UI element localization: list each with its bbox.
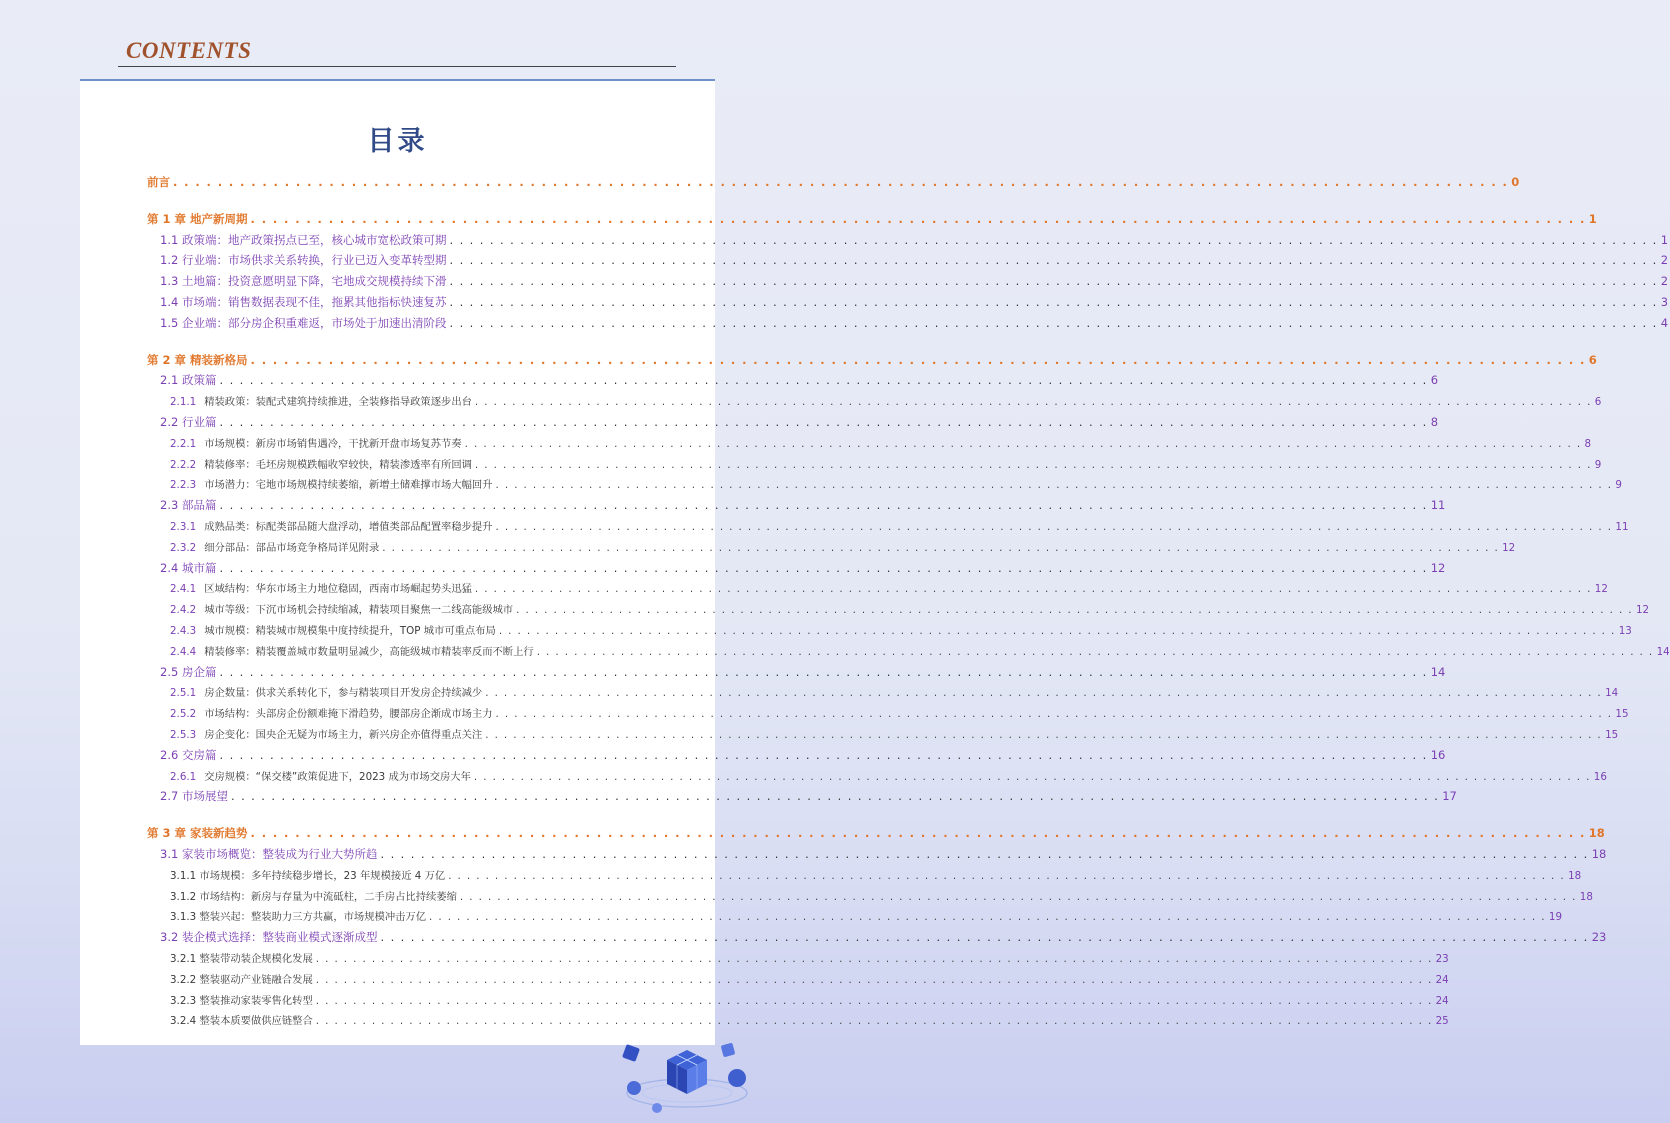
toc-entry-page: 11 [1430,498,1446,513]
dot-leader: . . . . . . . . . . . . . . . . . . . . . . . . . . . . . . . . . . . . . . . . . . . . . . . . . . . . . . . . . . . . . . . . . . . . . . . . . . . . . . . . . . . . . . . . . . . . . . . . . . . . . . . . . . . . . . . . . . . . . . . . [380,930,1589,945]
toc-entry[interactable] [160,294,1669,310]
toc-entry-page: 24 [1435,994,1449,1007]
toc-entry[interactable] [160,273,1669,289]
toc-entry[interactable] [160,252,1669,268]
toc-entry-title: 细分部品：部品市场竞争格局详见附录 [204,541,380,554]
toc-entry-page: 8 [1430,415,1439,429]
dot-leader: . . . . . . . . . . . . . . . . . . . . . . . . . . . . . . . . . . . . . . . . . . . . . . . . . . . . . . . . . . . . . . . . . . . . . . . . . . . . . . . . . . . . . . . . . . . . . . . . . . . . . . . . . . . . . . . . . . . . . . . . [485,687,1603,700]
dot-leader: . . . . . . . . . . . . . . . . . . . . . . . . . . . . . . . . . . . . . . . . . . . . . . . . . . . . . . . . . . . . . . . . . . . . . . . . . . . . . . . . . . . . . . . . . . . . . . . . . . . . . . . . . . . . . . . . . . . . . . . . [495,521,1613,533]
toc-entry-page: 1 [1588,211,1597,226]
toc-entry[interactable] [160,747,1446,763]
toc-entry-title: 3.2.1 整装带动装企规模化发展 [170,953,313,965]
dot-leader: . . . . . . . . . . . . . . . . . . . . . . . . . . . . . . . . . . . . . . . . . . . . . . . . . . . . . . . . . . . . . . . . . . . . . . . . . . . . . . . . . . . . . . . . . . . . . . . . . . . . . . . . . . . . . . . . . . . . . . . . [536,645,1654,658]
dot-leader: . . . . . . . . . . . . . . . . . . . . . . . . . . . . . . . . . . . . . . . . . . . . . . . . . . . . . . . . . . . . . . . . . . . . . . . . . . . . . . . . . . . . . . . . . . . . . . . . . . . . . . . . . . . . . . . . . . . . . . . . [449,315,1658,330]
dot-leader: . . . . . . . . . . . . . . . . . . . . . . . . . . . . . . . . . . . . . . . . . . . . . . . . . . . . . . . . . . . . . . . . . . . . . . . . . . . . . . . . . . . . . . . . . . . . . . . . . . . . . . . . . . . . . . . . . . . . . . . . [315,973,1433,986]
toc-entry-title: 1.5 企业端：部分房企积重难返，市场处于加速出清阶段 [160,315,447,330]
toc-entry[interactable] [170,476,1622,492]
toc-entry-page: 2 [1660,253,1669,268]
dot-leader: . . . . . . . . . . . . . . . . . . . . . . . . . . . . . . . . . . . . . . . . . . . . . . . . . . . . . . . . . . . . . . . . . . . . . . . . . . . . . . . . . . . . . . . . . . . . . . . . . . . . . . . . . . . . . . . . . . . . . . . . [449,295,1658,309]
dot-leader: . . . . . . . . . . . . . . . . . . . . . . . . . . . . . . . . . . . . . . . . . . . . . . . . . . . . . . . . . . . . . . . . . . . . . . . . . . . . . . . . . . . . . . . . . . . . . . . . . . . . . . . . . . . . . . . . . . . . . . . . [250,826,1586,841]
toc-entry-page: 23 [1591,930,1607,945]
toc-entry[interactable] [170,768,1607,784]
dot-leader: . . . . . . . . . . . . . . . . . . . . . . . . . . . . . . . . . . . . . . . . . . . . . . . . . . . . . . . . . . . . . . . . . . . . . . . . . . . . . . . . . . . . . . . . . . . . . . . . . . . . . . . . . . . . . . . . . . . . . . . . [219,373,1428,388]
dot-leader: . . . . . . . . . . . . . . . . . . . . . . . . . . . . . . . . . . . . . . . . . . . . . . . . . . . . . . . . . . . . . . . . . . . . . . . . . . . . . . . . . . . . . . . . . . . . . . . . . . . . . . . . . . . . . . . . . . . . . . . . [474,583,1592,596]
toc-entry[interactable] [160,414,1439,430]
toc-entry[interactable] [170,580,1608,596]
toc-entry-page: 18 [1568,869,1582,882]
toc-entry-title: 2.4 城市篇 [160,560,217,575]
toc-entry[interactable] [170,867,1582,883]
toc-entry-number: 2.4.1 [170,583,197,596]
toc-entry-title: 3.2.3 整装推动家装零售化转型 [170,994,313,1007]
dot-leader: . . . . . . . . . . . . . . . . . . . . . . . . . . . . . . . . . . . . . . . . . . . . . . . . . . . . . . . . . . . . . . . . . . . . . . . . . . . . . . . . . . . . . . . . . . . . . . . . . . . . . . . . . . . . . . . . . . . . . . . . [473,770,1591,783]
toc-page [80,79,1670,1045]
dot-leader: . . . . . . . . . . . . . . . . . . . . . . . . . . . . . . . . . . . . . . . . . . . . . . . . . . . . . . . . . . . . . . . . . . . . . . . . . . . . . . . . . . . . . . . . . . . . . . . . . . . . . . . . . . . . . . . . . . . . . . . . [250,211,1586,226]
dot-leader: . . . . . . . . . . . . . . . . . . . . . . . . . . . . . . . . . . . . . . . . . . . . . . . . . . . . . . . . . . . . . . . . . . . . . . . . . . . . . . . . . . . . . . . . . . . . . . . . . . . . . . . . . . . . . . . . . . . . . . . . [449,232,1658,247]
toc-entry-number: 2.1.1 [170,396,197,409]
dot-leader: . . . . . . . . . . . . . . . . . . . . . . . . . . . . . . . . . . . . . . . . . . . . . . . . . . . . . . . . . . . . . . . . . . . . . . . . . . . . . . . . . . . . . . . . . . . . . . . . . . . . . . . . . . . . . . . . . . . . . . . . [495,708,1613,721]
toc-entry-number: 2.2.3 [170,479,197,492]
toc-entry-page: 6 [1588,352,1597,367]
dot-leader: . . . . . . . . . . . . . . . . . . . . . . . . . . . . . . . . . . . . . . . . . . . . . . . . . . . . . . . . . . . . . . . . . . . . . . . . . . . . . . . . . . . . . . . . . . . . . . . . . . . . . . . . . . . . . . . . . . . . . . . . [459,890,1577,903]
toc-entry-page: 23 [1435,953,1449,965]
toc-entry-page: 18 [1588,826,1605,841]
toc-entry-title: 第 1 章 地产新周期 [147,211,248,226]
toc-entry[interactable] [160,846,1607,862]
toc-entry[interactable] [160,664,1446,680]
toc-entry-page: 15 [1605,729,1619,741]
toc-entry-title: 前言 [147,175,170,189]
toc-entry-title: 第 3 章 家装新趋势 [147,826,248,841]
toc-entry[interactable] [170,622,1632,638]
dot-leader: . . . . . . . . . . . . . . . . . . . . . . . . . . . . . . . . . . . . . . . . . . . . . . . . . . . . . . . . . . . . . . . . . . . . . . . . . . . . . . . . . . . . . . . . . . . . . . . . . . . . . . . . . . . . . . . . . . . . . . . . [474,396,1592,409]
toc-entry-page: 19 [1548,911,1562,924]
toc-entry-page: 16 [1593,770,1607,783]
toc-entry-page: 12 [1502,541,1516,554]
toc-entry-title: 2.6 交房篇 [160,747,217,762]
toc-entry-page: 18 [1579,890,1593,903]
toc-entry-number: 2.4.3 [170,625,197,637]
dot-leader: . . . . . . . . . . . . . . . . . . . . . . . . . . . . . . . . . . . . . . . . . . . . . . . . . . . . . . . . . . . . . . . . . . . . . . . . . . . . . . . . . . . . . . . . . . . . . . . . . . . . . . . . . . . . . . . . . . . . . . . . [498,625,1616,637]
toc-entry-title: 1.2 行业端：市场供求关系转换，行业已迈入变革转型期 [160,253,447,268]
toc-entry[interactable] [170,601,1650,617]
toc-entry-page: 12 [1635,604,1650,617]
dot-leader: . . . . . . . . . . . . . . . . . . . . . . . . . . . . . . . . . . . . . . . . . . . . . . . . . . . . . . . . . . . . . . . . . . . . . . . . . . . . . . . . . . . . . . . . . . . . . . . . . . . . . . . . . . . . . . . . . . . . . . . . [173,175,1509,189]
toc-entry-title: 区域结构：华东市场主力地位稳固，西南市场崛起势头迅猛 [204,583,472,596]
toc-entry[interactable] [160,232,1669,248]
toc-entry[interactable] [170,888,1593,904]
header-title: CONTENTS [126,38,252,63]
toc-entry-title: 房企数量：供求关系转化下，参与精装项目开发房企持续减少 [204,687,483,700]
toc-entry[interactable] [170,684,1619,700]
toc-entry-page: 16 [1430,747,1446,762]
toc-entry-title: 交房规模：“保交楼”政策促进下，2023 成为市场交房大年 [204,770,471,783]
toc-entry[interactable] [170,908,1562,924]
dot-leader: . . . . . . . . . . . . . . . . . . . . . . . . . . . . . . . . . . . . . . . . . . . . . . . . . . . . . . . . . . . . . . . . . . . . . . . . . . . . . . . . . . . . . . . . . . . . . . . . . . . . . . . . . . . . . . . . . . . . . . . . [250,352,1586,367]
toc-entry-page: 15 [1615,708,1629,721]
toc-entry-page: 17 [1442,789,1457,804]
dot-leader: . . . . . . . . . . . . . . . . . . . . . . . . . . . . . . . . . . . . . . . . . . . . . . . . . . . . . . . . . . . . . . . . . . . . . . . . . . . . . . . . . . . . . . . . . . . . . . . . . . . . . . . . . . . . . . . . . . . . . . . . [516,604,1633,617]
toc-entry-page: 8 [1584,437,1592,450]
toc-entry[interactable] [160,788,1457,804]
toc-entry[interactable] [170,456,1602,472]
dot-leader: . . . . . . . . . . . . . . . . . . . . . . . . . . . . . . . . . . . . . . . . . . . . . . . . . . . . . . . . . . . . . . . . . . . . . . . . . . . . . . . . . . . . . . . . . . . . . . . . . . . . . . . . . . . . . . . . . . . . . . . . [429,911,1546,924]
toc-entry-page: 14 [1430,664,1446,679]
toc-entry-title: 2.3 部品篇 [160,498,217,513]
toc-entry-title: 房企变化：国央企无疑为市场主力，新兴房企亦值得重点关注 [204,729,483,741]
dot-leader: . . . . . . . . . . . . . . . . . . . . . . . . . . . . . . . . . . . . . . . . . . . . . . . . . . . . . . . . . . . . . . . . . . . . . . . . . . . . . . . . . . . . . . . . . . . . . . . . . . . . . . . . . . . . . . . . . . . . . . . . [382,541,1500,554]
toc-entry-page: 1 [1660,232,1669,247]
toc-entry-page: 13 [1618,625,1632,637]
dot-leader: . . . . . . . . . . . . . . . . . . . . . . . . . . . . . . . . . . . . . . . . . . . . . . . . . . . . . . . . . . . . . . . . . . . . . . . . . . . . . . . . . . . . . . . . . . . . . . . . . . . . . . . . . . . . . . . . . . . . . . . . [495,479,1613,492]
toc-entry-title: 3.1 家装市场概览：整装成为行业大势所趋 [160,847,378,861]
toc-entry-title: 城市规模：精装城市规模集中度持续提升，TOP 城市可重点布局 [204,625,496,637]
toc-entry-title: 精装修率：毛坯房规模跌幅收窄较快，精装渗透率有所回调 [204,458,472,471]
toc-entry[interactable] [147,211,1597,227]
toc-entry-page: 18 [1591,847,1607,861]
toc-entry[interactable] [170,992,1449,1008]
dot-leader: . . . . . . . . . . . . . . . . . . . . . . . . . . . . . . . . . . . . . . . . . . . . . . . . . . . . . . . . . . . . . . . . . . . . . . . . . . . . . . . . . . . . . . . . . . . . . . . . . . . . . . . . . . . . . . . . . . . . . . . . [474,458,1592,471]
toc-entry-number: 2.4.2 [170,604,197,617]
toc-entry-title: 3.1.3 整装兴起：整装助力三方共赢，市场规模冲击万亿 [170,911,427,924]
toc-entry-title: 3.2.2 整装驱动产业链融合发展 [170,973,313,986]
dot-leader: . . . . . . . . . . . . . . . . . . . . . . . . . . . . . . . . . . . . . . . . . . . . . . . . . . . . . . . . . . . . . . . . . . . . . . . . . . . . . . . . . . . . . . . . . . . . . . . . . . . . . . . . . . . . . . . . . . . . . . . . [315,994,1433,1007]
dot-leader: . . . . . . . . . . . . . . . . . . . . . . . . . . . . . . . . . . . . . . . . . . . . . . . . . . . . . . . . . . . . . . . . . . . . . . . . . . . . . . . . . . . . . . . . . . . . . . . . . . . . . . . . . . . . . . . . . . . . . . . . [449,253,1658,268]
toc-entry[interactable] [170,643,1670,659]
toc-entry[interactable] [147,174,1520,190]
toc-entry-page: 4 [1660,315,1669,330]
toc-entry-number: 2.3.1 [170,521,197,533]
toc-entry-page: 11 [1615,521,1629,533]
toc-entry-number: 2.4.4 [170,645,197,658]
toc-entry-number: 2.5.3 [170,729,197,741]
toc-entry-title: 成熟品类：标配类部品随大盘浮动，增值类部品配置率稳步提升 [204,521,493,533]
toc-entry[interactable] [170,950,1449,966]
toc-entry-number: 2.6.1 [170,770,197,783]
toc-entry-page: 24 [1435,973,1449,986]
toc-entry-page: 14 [1605,687,1619,700]
dot-leader: . . . . . . . . . . . . . . . . . . . . . . . . . . . . . . . . . . . . . . . . . . . . . . . . . . . . . . . . . . . . . . . . . . . . . . . . . . . . . . . . . . . . . . . . . . . . . . . . . . . . . . . . . . . . . . . . . . . . . . . . [449,274,1658,289]
toc-entry-title: 2.5 房企篇 [160,664,217,679]
toc-entry-number: 2.2.1 [170,437,197,450]
toc-entry[interactable] [160,560,1446,576]
toc-entry-page: 6 [1430,373,1439,388]
dot-leader: . . . . . . . . . . . . . . . . . . . . . . . . . . . . . . . . . . . . . . . . . . . . . . . . . . . . . . . . . . . . . . . . . . . . . . . . . . . . . . . . . . . . . . . . . . . . . . . . . . . . . . . . . . . . . . . . . . . . . . . . [464,437,1582,450]
toc-entry[interactable] [170,393,1602,409]
toc-heading: 目录 [367,126,428,157]
toc-entry-title: 市场潜力：宅地市场规模持续萎缩，新增土储难撑市场大幅回升 [204,479,493,492]
dot-leader: . . . . . . . . . . . . . . . . . . . . . . . . . . . . . . . . . . . . . . . . . . . . . . . . . . . . . . . . . . . . . . . . . . . . . . . . . . . . . . . . . . . . . . . . . . . . . . . . . . . . . . . . . . . . . . . . . . . . . . . . [315,1015,1433,1028]
toc-entry[interactable] [170,435,1592,451]
toc-entry-title: 1.4 市场端：销售数据表现不佳，拖累其他指标快速复苏 [160,295,447,309]
toc-entry[interactable] [160,497,1446,513]
toc-entry-number: 2.2.2 [170,458,197,471]
toc-entry-title: 1.1 政策端：地产政策拐点已至，核心城市宽松政策可期 [160,232,447,247]
toc-entry-title: 精装修率：精装覆盖城市数量明显减少，高能级城市精装率反而不断上行 [204,645,534,658]
toc-entry-number: 2.3.2 [170,541,197,554]
toc-entry-title: 3.2.4 整装本质要做供应链整合 [170,1015,313,1028]
dot-leader: . . . . . . . . . . . . . . . . . . . . . . . . . . . . . . . . . . . . . . . . . . . . . . . . . . . . . . . . . . . . . . . . . . . . . . . . . . . . . . . . . . . . . . . . . . . . . . . . . . . . . . . . . . . . . . . . . . . . . . . . [230,789,1440,804]
toc-entry[interactable] [160,372,1439,388]
toc-entry-page: 9 [1615,479,1622,492]
dot-leader: . . . . . . . . . . . . . . . . . . . . . . . . . . . . . . . . . . . . . . . . . . . . . . . . . . . . . . . . . . . . . . . . . . . . . . . . . . . . . . . . . . . . . . . . . . . . . . . . . . . . . . . . . . . . . . . . . . . . . . . . [448,869,1566,882]
dot-leader: . . . . . . . . . . . . . . . . . . . . . . . . . . . . . . . . . . . . . . . . . . . . . . . . . . . . . . . . . . . . . . . . . . . . . . . . . . . . . . . . . . . . . . . . . . . . . . . . . . . . . . . . . . . . . . . . . . . . . . . . [485,729,1603,741]
toc-entry-page: 25 [1435,1015,1449,1028]
toc-entry-title: 市场规模：新房市场销售遇冷，干扰新开盘市场复苏节奏 [204,437,462,450]
toc-entry-page: 9 [1594,458,1602,471]
toc-entry-page: 12 [1594,583,1608,596]
dot-leader: . . . . . . . . . . . . . . . . . . . . . . . . . . . . . . . . . . . . . . . . . . . . . . . . . . . . . . . . . . . . . . . . . . . . . . . . . . . . . . . . . . . . . . . . . . . . . . . . . . . . . . . . . . . . . . . . . . . . . . . . [380,847,1589,861]
toc-entry[interactable] [160,929,1607,945]
toc-entry-title: 精装政策：装配式建筑持续推进，全装修指导政策逐步出台 [204,396,472,409]
dot-leader: . . . . . . . . . . . . . . . . . . . . . . . . . . . . . . . . . . . . . . . . . . . . . . . . . . . . . . . . . . . . . . . . . . . . . . . . . . . . . . . . . . . . . . . . . . . . . . . . . . . . . . . . . . . . . . . . . . . . . . . . [219,415,1428,429]
toc-entry[interactable] [170,1012,1449,1028]
toc-entry-title: 3.1.1 市场规模：多年持续稳步增长，23 年规模接近 4 万亿 [170,869,446,882]
toc-entry-page: 12 [1430,560,1446,575]
dot-leader: . . . . . . . . . . . . . . . . . . . . . . . . . . . . . . . . . . . . . . . . . . . . . . . . . . . . . . . . . . . . . . . . . . . . . . . . . . . . . . . . . . . . . . . . . . . . . . . . . . . . . . . . . . . . . . . . . . . . . . . . [219,664,1428,679]
toc-entry[interactable] [170,971,1449,987]
toc-entry-title: 3.1.2 市场结构：新房与存量为中流砥柱，二手房占比持续萎缩 [170,890,457,903]
toc-entry-title: 第 2 章 精装新格局 [147,352,248,367]
toc-entry[interactable] [170,705,1629,721]
toc-entry-page: 14 [1656,645,1670,658]
toc-entry-title: 市场结构：头部房企份额难掩下滑趋势，腰部房企渐成市场主力 [204,708,493,721]
toc-entry[interactable] [160,315,1669,331]
dot-leader: . . . . . . . . . . . . . . . . . . . . . . . . . . . . . . . . . . . . . . . . . . . . . . . . . . . . . . . . . . . . . . . . . . . . . . . . . . . . . . . . . . . . . . . . . . . . . . . . . . . . . . . . . . . . . . . . . . . . . . . . [219,560,1428,575]
toc-entry[interactable] [170,726,1619,742]
cube-network-decoration-icon [612,1038,762,1118]
toc-entry-title: 3.2 装企模式选择：整装商业模式逐渐成型 [160,930,378,945]
dot-leader: . . . . . . . . . . . . . . . . . . . . . . . . . . . . . . . . . . . . . . . . . . . . . . . . . . . . . . . . . . . . . . . . . . . . . . . . . . . . . . . . . . . . . . . . . . . . . . . . . . . . . . . . . . . . . . . . . . . . . . . . [219,747,1428,762]
toc-entry-page: 0 [1511,175,1520,189]
toc-entry[interactable] [147,352,1597,368]
toc-entry[interactable] [170,539,1516,555]
toc-entry[interactable] [170,518,1629,534]
toc-entry-title: 2.7 市场展望 [160,789,228,804]
toc-entry-title: 2.2 行业篇 [160,415,217,429]
toc-entry-page: 3 [1660,295,1669,309]
header-divider [118,66,676,67]
dot-leader: . . . . . . . . . . . . . . . . . . . . . . . . . . . . . . . . . . . . . . . . . . . . . . . . . . . . . . . . . . . . . . . . . . . . . . . . . . . . . . . . . . . . . . . . . . . . . . . . . . . . . . . . . . . . . . . . . . . . . . . . [219,498,1428,513]
toc-entry-page: 2 [1660,274,1669,289]
toc-entry-number: 2.5.2 [170,708,197,721]
toc-entry-page: 6 [1594,396,1602,409]
toc-entry[interactable] [147,825,1605,841]
toc-entry-title: 城市等级：下沉市场机会持续缩减，精装项目聚焦一二线高能级城市 [204,604,514,617]
dot-leader: . . . . . . . . . . . . . . . . . . . . . . . . . . . . . . . . . . . . . . . . . . . . . . . . . . . . . . . . . . . . . . . . . . . . . . . . . . . . . . . . . . . . . . . . . . . . . . . . . . . . . . . . . . . . . . . . . . . . . . . . [315,953,1433,965]
toc-entry-title: 2.1 政策篇 [160,373,217,388]
toc-entry-number: 2.5.1 [170,687,197,700]
toc-entry-title: 1.3 土地篇：投资意愿明显下降，宅地成交规模持续下滑 [160,274,447,289]
